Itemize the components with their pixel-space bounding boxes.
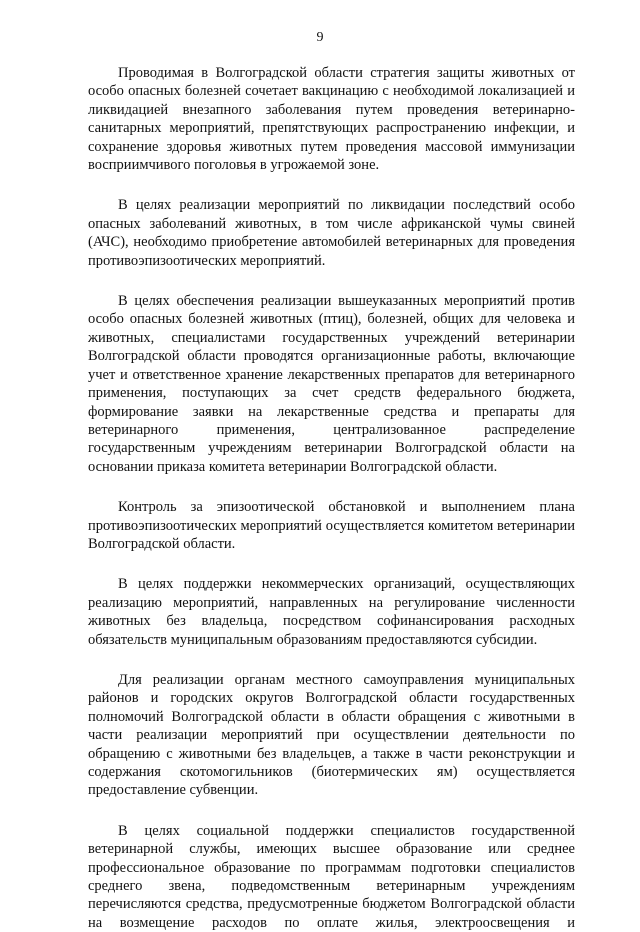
- paragraph-organizational-work: В целях обеспечения реализации вышеуказанных мероприятий против особо опасных болезней животных (птиц), болезней, общих для человека и животных, специалистами государственных учреждений ветеринарии Волгоградской области проводятся организационные работы, включающие учет и ответственное хранение лекарственных препаратов для ветеринарного применения, поступающих за счет средств федерального бюджета, формирование заявки на лекарственные средства и препараты для ветеринарного применения, централизованное распределение государственным учреждениям ветеринарии Волгоградской области на основании приказа комитета ветеринарии Волгоградской области.: [88, 293, 575, 475]
- paragraph-strategy: Проводимая в Волгоградской области стратегия защиты животных от особо опасных болезней сочетает вакцинацию с необходимой локализацией и ликвидацией внезапного заболевания путем проведения ветеринарно-санитарных мероприятий, препятствующих распространению инфекции, и сохранение здоровья животных путем проведения массовой иммунизации восприимчивого поголовья в угрожаемой зоне.: [88, 65, 575, 174]
- paragraph-subvention: Для реализации органам местного самоуправления муниципальных районов и городских округов Волгоградской области государственных полномочий Волгоградской области в области обращения с животными в части реализации мероприятий при осуществлении деятельности по обращению с животными без владельцев, а также в части реконструкции и содержания скотомогильников (биотермических ям) осуществляется предоставление субвенции.: [88, 671, 575, 799]
- paragraph-subsidies: В целях поддержки некоммерческих организаций, осуществляющих реализацию мероприятий, направленных на регулирование численности животных без владельца, посредством софинансирования расходных обязательств муниципальным образованиям предоставляются субсидии.: [88, 576, 575, 648]
- page-number: 9: [316, 30, 324, 45]
- body-text: [88, 64, 575, 932]
- paragraph-vehicles: В целях реализации мероприятий по ликвидации последствий особо опасных заболеваний животных, в том числе африканской чумы свиней (АЧС), необходимо приобретение автомобилей ветеринарных для проведения противоэпизоотических мероприятий.: [88, 197, 575, 269]
- paragraph-control: Контроль за эпизоотической обстановкой и выполнением плана противоэпизоотических мероприятий осуществляется комитетом ветеринарии Волгоградской области.: [88, 499, 575, 552]
- paragraph-social-support: В целях социальной поддержки специалистов государственной ветеринарной службы, имеющих высшее образование или среднее профессиональное образование по программам подготовки специалистов среднего звена, подведомственным ветеринарным учреждениям перечисляются средства, предусмотренные бюджетом Волгоградской области на возмещение расходов по оплате жилья, электроосвещения и: [88, 822, 575, 931]
